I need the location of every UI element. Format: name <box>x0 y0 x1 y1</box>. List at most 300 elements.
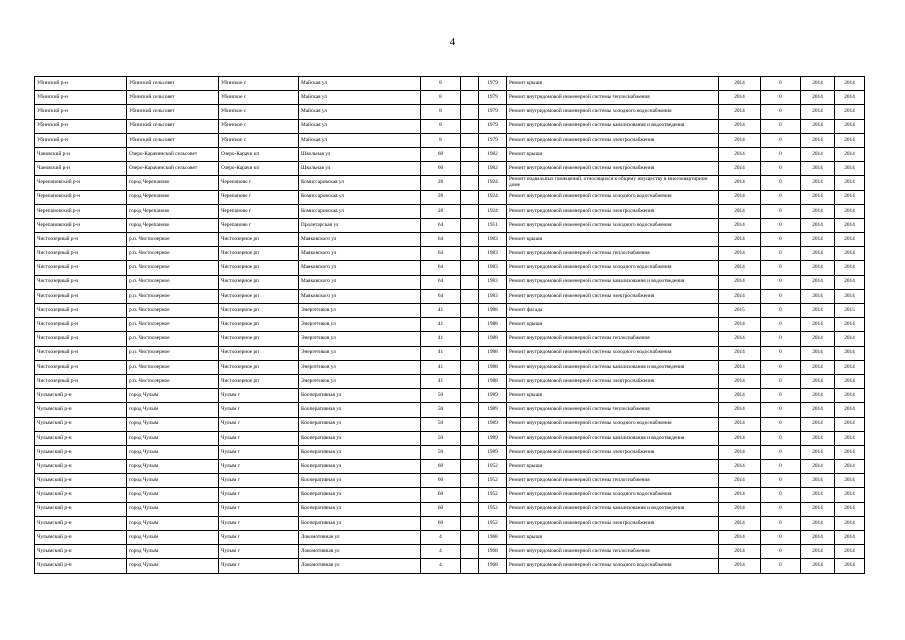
cell-planned-year: 2014 <box>719 488 761 502</box>
cell-settlement: Убинское с <box>219 105 299 119</box>
cell-settlement: Чулым г <box>219 559 299 573</box>
cell-street: Энергетиков ул <box>299 346 421 360</box>
cell-planned-year: 2014 <box>719 105 761 119</box>
cell-building <box>461 204 479 218</box>
cell-settlement: Чулым г <box>219 516 299 530</box>
cell-work-type: Ремонт внутридомовой инженерной системы электроснабжения <box>507 516 719 530</box>
table-row <box>35 346 865 360</box>
cell-planned-year: 2014 <box>719 261 761 275</box>
cell-year-built: 1979 <box>479 91 507 105</box>
cell-house-number: 8 <box>421 91 461 105</box>
cell-house-number: 64 <box>421 261 461 275</box>
cell-planned-year: 2014 <box>719 346 761 360</box>
cell-amount: 0 <box>761 516 801 530</box>
cell-start-year: 2014 <box>801 360 835 374</box>
cell-end-year: 2014 <box>835 105 865 119</box>
table-row <box>35 289 865 303</box>
table-row <box>35 389 865 403</box>
cell-house-number: 41 <box>421 332 461 346</box>
table-row <box>35 417 865 431</box>
cell-planned-year: 2014 <box>719 389 761 403</box>
cell-street: Локомотивная ул <box>299 559 421 573</box>
cell-work-type: Ремонт внутридомовой инженерной системы холодного водоснабжения <box>507 559 719 573</box>
cell-year-built: 1982 <box>479 162 507 176</box>
cell-street: Энергетиков ул <box>299 318 421 332</box>
cell-amount: 0 <box>761 261 801 275</box>
table-row <box>35 304 865 318</box>
cell-district: Чистоозерный р-н <box>35 360 127 374</box>
cell-end-year: 2014 <box>835 417 865 431</box>
cell-work-type: Ремонт внутридомовой инженерной системы канализования и водоотведения <box>507 502 719 516</box>
cell-settlement: Чулым г <box>219 403 299 417</box>
cell-settlement: Чулым г <box>219 445 299 459</box>
cell-amount: 0 <box>761 233 801 247</box>
cell-amount: 0 <box>761 488 801 502</box>
cell-street: Маяковского ул <box>299 261 421 275</box>
cell-district: Убинский р-н <box>35 119 127 133</box>
cell-municipality: р.п. Чистоозерное <box>127 261 219 275</box>
cell-start-year: 2014 <box>801 531 835 545</box>
cell-municipality: р.п. Чистоозерное <box>127 233 219 247</box>
cell-settlement: Чистоозерное рп <box>219 275 299 289</box>
cell-start-year: 2014 <box>801 318 835 332</box>
table-row <box>35 247 865 261</box>
cell-work-type: Ремонт крыши <box>507 77 719 91</box>
cell-municipality: Озеро-Карачинский сельсовет <box>127 147 219 161</box>
cell-work-type: Ремонт внутридомовой инженерной системы канализования и водоотведения <box>507 275 719 289</box>
table-row <box>35 488 865 502</box>
cell-street: Пролетарская ул <box>299 218 421 232</box>
cell-work-type: Ремонт внутридомовой инженерной системы холодного водоснабжения <box>507 261 719 275</box>
cell-building <box>461 431 479 445</box>
cell-end-year: 2014 <box>835 275 865 289</box>
cell-municipality: р.п. Чистоозерное <box>127 289 219 303</box>
cell-street: Энергетиков ул <box>299 304 421 318</box>
cell-district: Черепановский р-н <box>35 204 127 218</box>
cell-settlement: Чистоозерное рп <box>219 346 299 360</box>
cell-amount: 0 <box>761 460 801 474</box>
cell-street: Локомотивная ул <box>299 531 421 545</box>
table-row <box>35 119 865 133</box>
cell-amount: 0 <box>761 204 801 218</box>
cell-settlement: Чистоозерное рп <box>219 360 299 374</box>
cell-district: Чистоозерный р-н <box>35 275 127 289</box>
cell-planned-year: 2014 <box>719 374 761 388</box>
cell-house-number: 64 <box>421 289 461 303</box>
cell-municipality: Убинский сельсовет <box>127 119 219 133</box>
cell-amount: 0 <box>761 190 801 204</box>
cell-year-built: 1988 <box>479 304 507 318</box>
cell-year-built: 1979 <box>479 119 507 133</box>
cell-amount: 0 <box>761 502 801 516</box>
cell-settlement: Убинское с <box>219 91 299 105</box>
cell-end-year: 2014 <box>835 346 865 360</box>
table-row <box>35 360 865 374</box>
cell-street: Маяковского ул <box>299 233 421 247</box>
cell-settlement: Чистоозерное рп <box>219 318 299 332</box>
cell-building <box>461 531 479 545</box>
cell-planned-year: 2014 <box>719 204 761 218</box>
table-row <box>35 261 865 275</box>
cell-municipality: Убинский сельсовет <box>127 105 219 119</box>
cell-amount: 0 <box>761 318 801 332</box>
cell-planned-year: 2014 <box>719 531 761 545</box>
cell-end-year: 2014 <box>835 502 865 516</box>
cell-street: Маяковского ул <box>299 289 421 303</box>
cell-house-number: 28 <box>421 176 461 190</box>
cell-house-number: 60 <box>421 162 461 176</box>
cell-start-year: 2014 <box>801 176 835 190</box>
cell-work-type: Ремонт внутридомовой инженерной системы холодного водоснабжения <box>507 346 719 360</box>
cell-street: Кооперативная ул <box>299 474 421 488</box>
cell-start-year: 2014 <box>801 91 835 105</box>
cell-work-type: Ремонт внутридомовой инженерной системы электроснабжения <box>507 162 719 176</box>
cell-end-year: 2014 <box>835 176 865 190</box>
cell-settlement: Чистоозерное рп <box>219 233 299 247</box>
cell-municipality: город Чулым <box>127 488 219 502</box>
cell-amount: 0 <box>761 360 801 374</box>
cell-work-type: Ремонт внутридомовой инженерной системы теплоснабжения <box>507 91 719 105</box>
cell-building <box>461 77 479 91</box>
cell-street: Майская ул <box>299 77 421 91</box>
cell-start-year: 2014 <box>801 275 835 289</box>
cell-year-built: 1924 <box>479 190 507 204</box>
cell-year-built: 1952 <box>479 460 507 474</box>
cell-year-built: 1983 <box>479 275 507 289</box>
cell-district: Чулымский р-н <box>35 460 127 474</box>
cell-year-built: 1982 <box>479 147 507 161</box>
cell-year-built: 1989 <box>479 389 507 403</box>
cell-house-number: 8 <box>421 133 461 147</box>
cell-house-number: 60 <box>421 516 461 530</box>
cell-amount: 0 <box>761 91 801 105</box>
cell-year-built: 1988 <box>479 374 507 388</box>
cell-district: Черепановский р-н <box>35 218 127 232</box>
cell-district: Чулымский р-н <box>35 417 127 431</box>
cell-planned-year: 2014 <box>719 516 761 530</box>
table-row <box>35 502 865 516</box>
cell-house-number: 8 <box>421 105 461 119</box>
cell-end-year: 2014 <box>835 531 865 545</box>
cell-amount: 0 <box>761 147 801 161</box>
cell-house-number: 60 <box>421 488 461 502</box>
cell-start-year: 2014 <box>801 190 835 204</box>
cell-district: Чулымский р-н <box>35 431 127 445</box>
cell-building <box>461 460 479 474</box>
cell-planned-year: 2014 <box>719 91 761 105</box>
cell-house-number: 4 <box>421 531 461 545</box>
cell-year-built: 1952 <box>479 502 507 516</box>
cell-street: Маяковского ул <box>299 275 421 289</box>
cell-street: Кооперативная ул <box>299 460 421 474</box>
cell-street: Майская ул <box>299 105 421 119</box>
cell-house-number: 41 <box>421 360 461 374</box>
cell-end-year: 2014 <box>835 374 865 388</box>
cell-district: Чановский р-н <box>35 147 127 161</box>
cell-building <box>461 304 479 318</box>
cell-end-year: 2014 <box>835 360 865 374</box>
cell-settlement: Чулым г <box>219 460 299 474</box>
cell-planned-year: 2014 <box>719 360 761 374</box>
cell-building <box>461 176 479 190</box>
cell-year-built: 1983 <box>479 233 507 247</box>
cell-work-type: Ремонт внутридомовой инженерной системы холодного водоснабжения <box>507 105 719 119</box>
cell-work-type: Ремонт крыши <box>507 531 719 545</box>
cell-building <box>461 247 479 261</box>
table-body <box>35 77 865 574</box>
cell-district: Убинский р-н <box>35 105 127 119</box>
cell-start-year: 2014 <box>801 516 835 530</box>
cell-house-number: 60 <box>421 460 461 474</box>
cell-end-year: 2014 <box>835 403 865 417</box>
cell-start-year: 2014 <box>801 247 835 261</box>
cell-street: Комиссаровская ул <box>299 190 421 204</box>
cell-street: Кооперативная ул <box>299 389 421 403</box>
cell-building <box>461 105 479 119</box>
cell-planned-year: 2015 <box>719 304 761 318</box>
cell-amount: 0 <box>761 247 801 261</box>
cell-year-built: 1979 <box>479 133 507 147</box>
cell-district: Чулымский р-н <box>35 559 127 573</box>
cell-building <box>461 559 479 573</box>
cell-building <box>461 474 479 488</box>
cell-start-year: 2014 <box>801 488 835 502</box>
cell-work-type: Ремонт внутридомовой инженерной системы теплоснабжения <box>507 247 719 261</box>
cell-planned-year: 2014 <box>719 502 761 516</box>
cell-district: Чулымский р-н <box>35 389 127 403</box>
cell-municipality: город Чулым <box>127 403 219 417</box>
cell-district: Черепановский р-н <box>35 176 127 190</box>
cell-planned-year: 2014 <box>719 233 761 247</box>
page-number: 4 <box>449 36 456 48</box>
cell-street: Кооперативная ул <box>299 516 421 530</box>
cell-end-year: 2014 <box>835 545 865 559</box>
cell-end-year: 2014 <box>835 119 865 133</box>
cell-settlement: Чистоозерное рп <box>219 304 299 318</box>
cell-start-year: 2014 <box>801 545 835 559</box>
cell-amount: 0 <box>761 445 801 459</box>
cell-year-built: 1952 <box>479 516 507 530</box>
cell-end-year: 2014 <box>835 247 865 261</box>
cell-end-year: 2014 <box>835 190 865 204</box>
cell-end-year: 2014 <box>835 445 865 459</box>
cell-district: Чистоозерный р-н <box>35 289 127 303</box>
cell-year-built: 1989 <box>479 431 507 445</box>
cell-district: Убинский р-н <box>35 133 127 147</box>
cell-work-type: Ремонт внутридомовой инженерной системы электроснабжения <box>507 133 719 147</box>
cell-planned-year: 2014 <box>719 289 761 303</box>
cell-planned-year: 2014 <box>719 119 761 133</box>
cell-settlement: Озеро-Карачи кп <box>219 147 299 161</box>
cell-municipality: р.п. Чистоозерное <box>127 304 219 318</box>
cell-district: Чистоозерный р-н <box>35 346 127 360</box>
cell-start-year: 2014 <box>801 304 835 318</box>
cell-year-built: 1988 <box>479 360 507 374</box>
cell-building <box>461 389 479 403</box>
cell-amount: 0 <box>761 304 801 318</box>
cell-building <box>461 488 479 502</box>
cell-street: Кооперативная ул <box>299 431 421 445</box>
cell-municipality: Убинский сельсовет <box>127 133 219 147</box>
cell-settlement: Чулым г <box>219 431 299 445</box>
cell-district: Чистоозерный р-н <box>35 318 127 332</box>
cell-start-year: 2014 <box>801 105 835 119</box>
cell-amount: 0 <box>761 77 801 91</box>
cell-amount: 0 <box>761 162 801 176</box>
cell-amount: 0 <box>761 275 801 289</box>
cell-municipality: р.п. Чистоозерное <box>127 346 219 360</box>
cell-municipality: р.п. Чистоозерное <box>127 318 219 332</box>
cell-start-year: 2014 <box>801 162 835 176</box>
cell-start-year: 2014 <box>801 460 835 474</box>
cell-house-number: 50 <box>421 431 461 445</box>
cell-settlement: Чистоозерное рп <box>219 374 299 388</box>
cell-end-year: 2014 <box>835 133 865 147</box>
cell-amount: 0 <box>761 474 801 488</box>
cell-house-number: 50 <box>421 417 461 431</box>
cell-year-built: 1989 <box>479 403 507 417</box>
cell-municipality: город Черепаново <box>127 218 219 232</box>
cell-municipality: город Чулым <box>127 460 219 474</box>
table-row <box>35 374 865 388</box>
cell-end-year: 2014 <box>835 332 865 346</box>
cell-municipality: р.п. Чистоозерное <box>127 275 219 289</box>
cell-settlement: Чулым г <box>219 502 299 516</box>
cell-district: Чулымский р-н <box>35 502 127 516</box>
table-row <box>35 460 865 474</box>
cell-end-year: 2014 <box>835 233 865 247</box>
cell-building <box>461 360 479 374</box>
cell-municipality: Убинский сельсовет <box>127 91 219 105</box>
cell-municipality: город Чулым <box>127 474 219 488</box>
cell-house-number: 64 <box>421 275 461 289</box>
cell-start-year: 2014 <box>801 431 835 445</box>
cell-start-year: 2014 <box>801 346 835 360</box>
cell-house-number: 50 <box>421 389 461 403</box>
cell-amount: 0 <box>761 389 801 403</box>
cell-municipality: город Чулым <box>127 559 219 573</box>
cell-building <box>461 318 479 332</box>
cell-street: Майская ул <box>299 119 421 133</box>
cell-planned-year: 2014 <box>719 133 761 147</box>
cell-amount: 0 <box>761 332 801 346</box>
cell-settlement: Убинское с <box>219 119 299 133</box>
cell-house-number: 50 <box>421 403 461 417</box>
cell-house-number: 28 <box>421 190 461 204</box>
cell-planned-year: 2014 <box>719 176 761 190</box>
cell-municipality: Убинский сельсовет <box>127 77 219 91</box>
cell-planned-year: 2014 <box>719 545 761 559</box>
cell-year-built: 1968 <box>479 531 507 545</box>
cell-municipality: город Чулым <box>127 389 219 403</box>
cell-building <box>461 516 479 530</box>
cell-district: Чановский р-н <box>35 162 127 176</box>
cell-house-number: 4 <box>421 545 461 559</box>
cell-planned-year: 2014 <box>719 190 761 204</box>
cell-municipality: город Черепаново <box>127 204 219 218</box>
cell-start-year: 2014 <box>801 133 835 147</box>
cell-district: Чистоозерный р-н <box>35 374 127 388</box>
cell-amount: 0 <box>761 374 801 388</box>
cell-year-built: 1989 <box>479 445 507 459</box>
cell-end-year: 2014 <box>835 204 865 218</box>
cell-amount: 0 <box>761 218 801 232</box>
cell-start-year: 2014 <box>801 218 835 232</box>
table-row <box>35 218 865 232</box>
cell-year-built: 1952 <box>479 474 507 488</box>
table-row <box>35 77 865 91</box>
cell-settlement: Чистоозерное рп <box>219 247 299 261</box>
cell-start-year: 2014 <box>801 389 835 403</box>
cell-municipality: р.п. Чистоозерное <box>127 332 219 346</box>
cell-house-number: 8 <box>421 77 461 91</box>
table-row <box>35 474 865 488</box>
cell-year-built: 1979 <box>479 105 507 119</box>
table-row <box>35 445 865 459</box>
cell-street: Школьная ул <box>299 162 421 176</box>
cell-work-type: Ремонт внутридомовой инженерной системы холодного водоснабжения <box>507 488 719 502</box>
cell-district: Убинский р-н <box>35 91 127 105</box>
cell-start-year: 2014 <box>801 204 835 218</box>
cell-settlement: Чистоозерное рп <box>219 289 299 303</box>
cell-end-year: 2014 <box>835 91 865 105</box>
table-row <box>35 318 865 332</box>
cell-building <box>461 218 479 232</box>
cell-start-year: 2014 <box>801 261 835 275</box>
cell-start-year: 2014 <box>801 403 835 417</box>
cell-work-type: Ремонт внутридомовой инженерной системы электроснабжения <box>507 289 719 303</box>
cell-settlement: Убинское с <box>219 133 299 147</box>
cell-street: Кооперативная ул <box>299 417 421 431</box>
cell-work-type: Ремонт фасада <box>507 304 719 318</box>
cell-street: Майская ул <box>299 91 421 105</box>
cell-work-type: Ремонт внутридомовой инженерной системы электроснабжения <box>507 204 719 218</box>
cell-municipality: Озеро-Карачинский сельсовет <box>127 162 219 176</box>
cell-year-built: 1968 <box>479 545 507 559</box>
table-row <box>35 559 865 573</box>
cell-end-year: 2014 <box>835 460 865 474</box>
cell-year-built: 1952 <box>479 488 507 502</box>
cell-planned-year: 2014 <box>719 332 761 346</box>
table-row <box>35 431 865 445</box>
cell-work-type: Ремонт внутридомовой инженерной системы холодного водоснабжения <box>507 218 719 232</box>
cell-building <box>461 445 479 459</box>
cell-work-type: Ремонт внутридомовой инженерной системы электроснабжения <box>507 445 719 459</box>
cell-settlement: Черепаново г <box>219 204 299 218</box>
cell-district: Чулымский р-н <box>35 488 127 502</box>
cell-settlement: Чистоозерное рп <box>219 332 299 346</box>
cell-district: Чулымский р-н <box>35 545 127 559</box>
cell-work-type: Ремонт подвальных помещений, относящихся к общему имуществу в многоквартирном доме <box>507 176 719 190</box>
repair-schedule-table <box>34 76 865 574</box>
cell-work-type: Ремонт внутридомовой инженерной системы холодного водоснабжения <box>507 190 719 204</box>
cell-end-year: 2014 <box>835 147 865 161</box>
cell-end-year: 2014 <box>835 516 865 530</box>
cell-house-number: 64 <box>421 247 461 261</box>
cell-work-type: Ремонт внутридомовой инженерной системы теплоснабжения <box>507 545 719 559</box>
cell-street: Энергетиков ул <box>299 360 421 374</box>
cell-planned-year: 2014 <box>719 77 761 91</box>
cell-house-number: 64 <box>421 233 461 247</box>
cell-municipality: р.п. Чистоозерное <box>127 374 219 388</box>
cell-building <box>461 133 479 147</box>
cell-work-type: Ремонт внутридомовой инженерной системы электроснабжения <box>507 374 719 388</box>
table-row <box>35 162 865 176</box>
cell-end-year: 2014 <box>835 389 865 403</box>
cell-house-number: 28 <box>421 204 461 218</box>
cell-building <box>461 346 479 360</box>
cell-house-number: 41 <box>421 346 461 360</box>
